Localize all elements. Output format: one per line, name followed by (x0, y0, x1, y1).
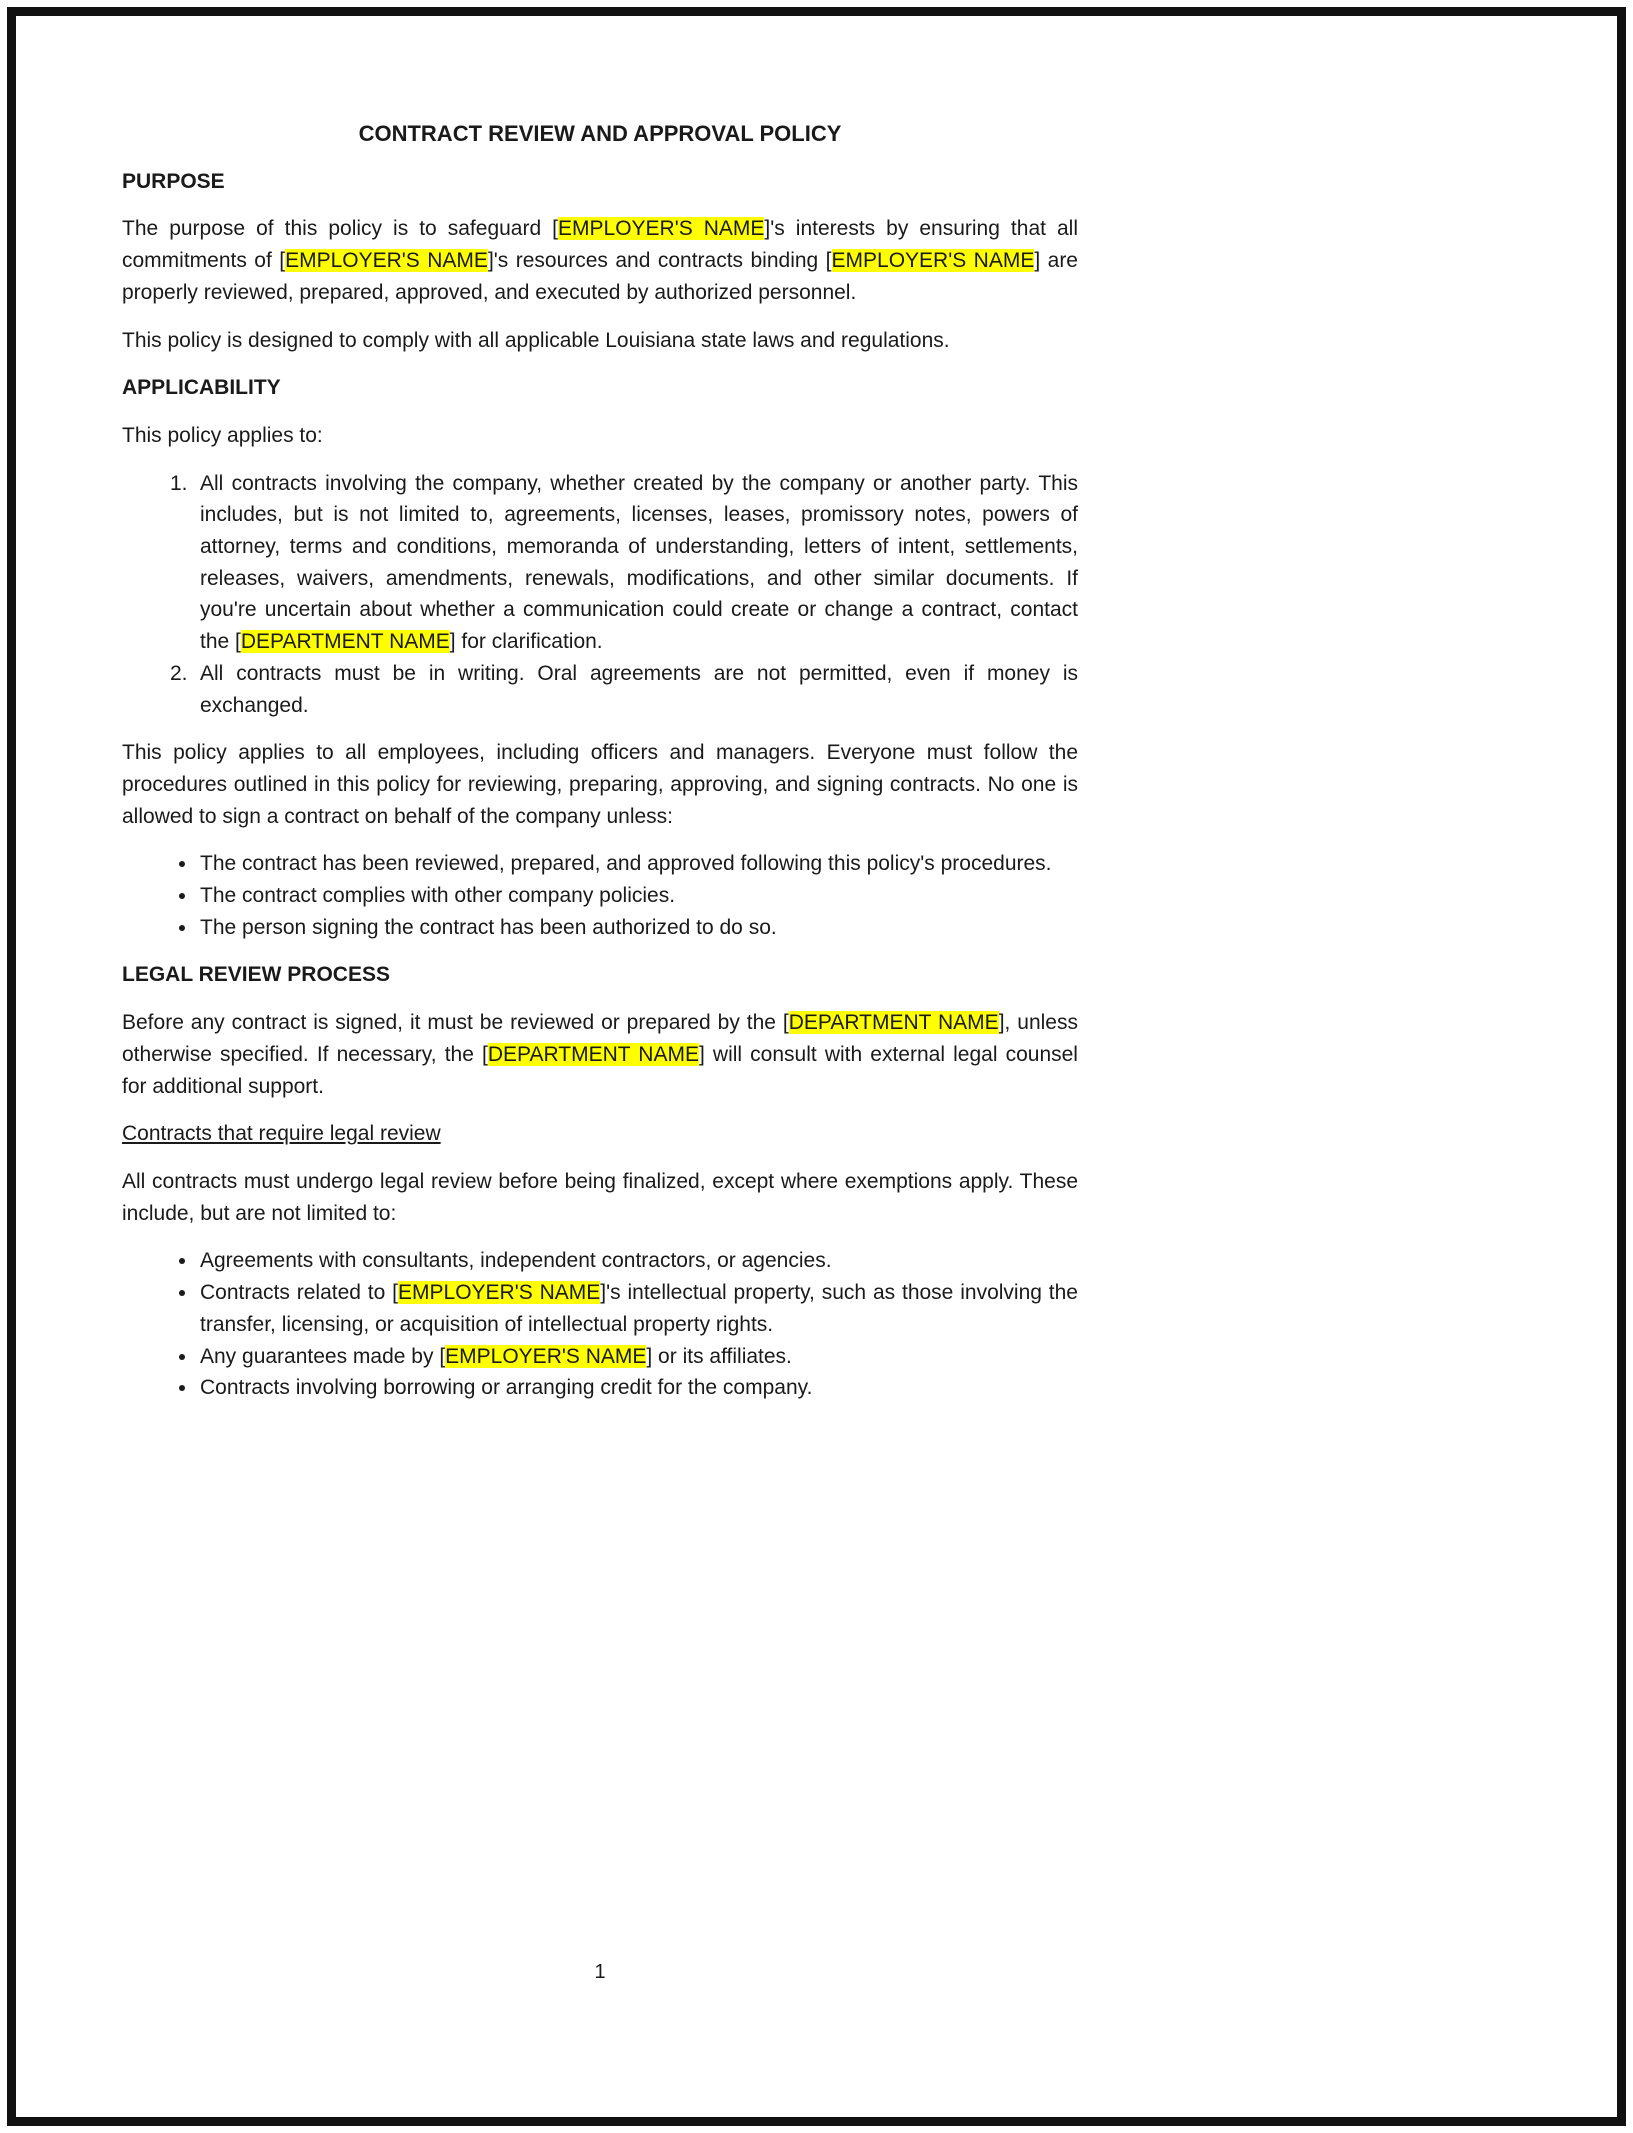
text-segment: All contracts must be in writing. Oral agreements are not permitted, even if money is exchanged. (200, 661, 1078, 717)
text-segment: ]'s intellectual property, such as those involving the transfer, licensing, or acquisition of intellectual property rights. (200, 1281, 1078, 1336)
paragraph (122, 1166, 1078, 1229)
text-segment: Contracts that require legal review (122, 1122, 441, 1146)
text-segment: Before any contract is signed, it must be reviewed or prepared by the [ (122, 1011, 789, 1035)
section-heading (122, 166, 1078, 198)
bulleted-list (122, 848, 1078, 943)
text-segment: ], unless otherwise specified. If necessary, the [ (122, 1011, 1078, 1066)
text-segment: The contract complies with other company policies. (200, 884, 676, 908)
text-segment: ]'s resources and contracts binding [ (487, 249, 832, 273)
text-segment: APPLICABILITY (122, 376, 281, 400)
text-segment: All contracts must undergo legal review before being finalized, except where exemptions apply. These include, but are not limited to: (122, 1169, 1078, 1225)
text-segment: All contracts involving the company, whether created by the company or another party. This includes, but is not limited to, agreements, licenses, leases, promissory notes, powers of attorney, terms and conditions, memoranda of understanding, letters of intent, settlements, releases, waivers, amendments, renewals, modifications, and other similar documents. If you're uncertain about whether a communication could create or change a contract, contact the [ (200, 471, 1078, 654)
document-content (122, 118, 1078, 1420)
document-title: CONTRACT REVIEW AND APPROVAL POLICY (358, 121, 842, 146)
text-segment: Contracts involving borrowing or arranging credit for the company. (200, 1376, 813, 1400)
highlighted-placeholder: DEPARTMENT NAME (487, 1042, 699, 1066)
text-segment: The person signing the contract has been authorized to do so. (200, 915, 777, 939)
text-segment: The purpose of this policy is to safeguard [ (122, 217, 559, 241)
highlighted-placeholder: EMPLOYER'S NAME (445, 1344, 647, 1368)
document-body (122, 166, 1078, 1404)
list-item (198, 912, 1078, 944)
subsection-heading (122, 1118, 1078, 1150)
text-segment: This policy is designed to comply with all applicable Louisiana state laws and regulations. (122, 328, 950, 352)
list-item (198, 1277, 1078, 1340)
list-item (198, 848, 1078, 880)
page-number: 1 (594, 1961, 606, 1983)
paragraph (122, 1007, 1078, 1102)
text-segment: ] will consult with external legal counsel for additional support. (122, 1042, 1078, 1098)
list-item (198, 1341, 1078, 1373)
paragraph (122, 737, 1078, 832)
text-segment: This policy applies to all employees, including officers and managers. Everyone must follow the procedures outlined in this policy for reviewing, preparing, approving, and signing contracts. No one is allowed to sign a contract on behalf of the company unless: (122, 741, 1078, 828)
highlighted-placeholder: DEPARTMENT NAME (240, 630, 450, 654)
numbered-list (122, 468, 1078, 722)
section-heading (122, 372, 1078, 404)
text-segment: This policy applies to: (122, 423, 323, 447)
text-segment: The contract has been reviewed, prepared, and approved following this policy's procedures. (200, 852, 1052, 876)
text-segment: Any guarantees made by [ (200, 1344, 446, 1368)
text-segment: ] for clarification. (449, 630, 603, 654)
list-item (198, 468, 1078, 658)
text-segment: Contracts related to [ (200, 1281, 399, 1305)
text-segment: ]'s interests by ensuring that all commitments of [ (122, 217, 1078, 273)
highlighted-placeholder: EMPLOYER'S NAME (285, 249, 488, 273)
document-page (7, 7, 1626, 2126)
list-item (198, 1245, 1078, 1277)
list-item (198, 880, 1078, 912)
text-segment: ] are properly reviewed, prepared, approved, and executed by authorized personnel. (122, 249, 1078, 304)
text-segment: LEGAL REVIEW PROCESS (122, 963, 390, 987)
highlighted-placeholder: EMPLOYER'S NAME (398, 1281, 601, 1305)
text-segment: Agreements with consultants, independent contractors, or agencies. (200, 1249, 832, 1273)
paragraph (122, 325, 1078, 357)
highlighted-placeholder: EMPLOYER'S NAME (831, 249, 1035, 273)
text-segment: ] or its affiliates. (646, 1344, 792, 1368)
list-item (198, 658, 1078, 721)
text-segment: PURPOSE (122, 169, 225, 193)
highlighted-placeholder: EMPLOYER'S NAME (558, 217, 765, 241)
paragraph (122, 420, 1078, 452)
paragraph (122, 213, 1078, 308)
bulleted-list (122, 1245, 1078, 1404)
section-heading (122, 959, 1078, 991)
list-item (198, 1372, 1078, 1404)
highlighted-placeholder: DEPARTMENT NAME (788, 1011, 999, 1035)
